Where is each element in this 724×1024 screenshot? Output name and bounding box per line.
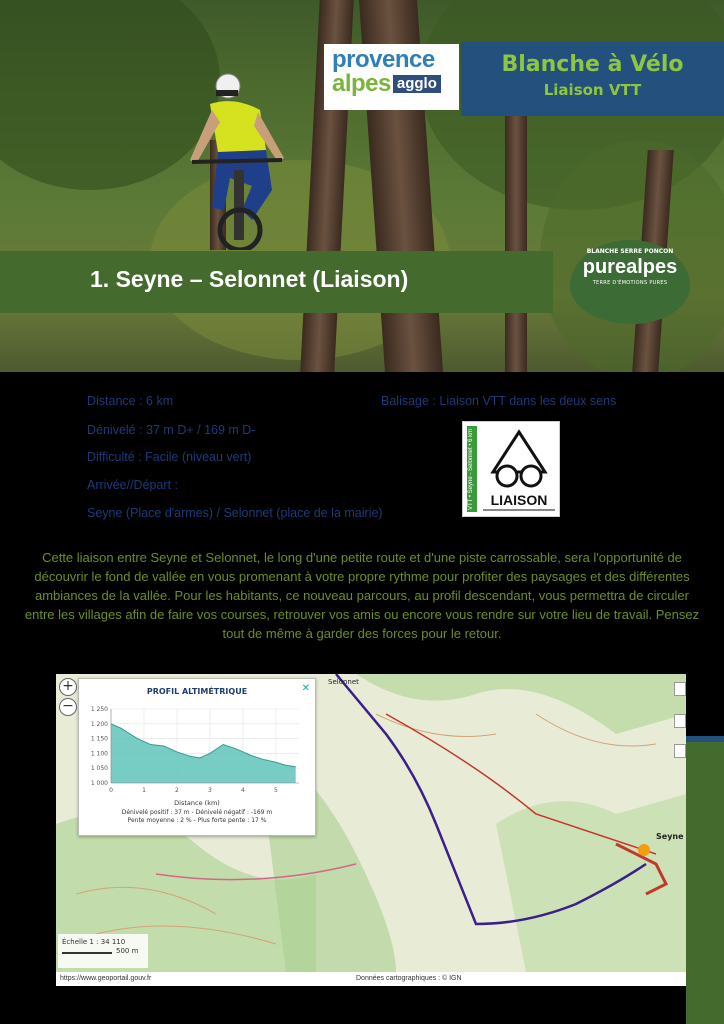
mountain-biker-illustration bbox=[180, 70, 300, 250]
right-decoration-blue bbox=[686, 736, 724, 742]
right-decoration-green bbox=[686, 736, 724, 1024]
map-url[interactable]: https://www.geoportail.gouv.fr bbox=[60, 975, 152, 982]
sign-word: LIAISON bbox=[490, 492, 548, 508]
route-title: 1. Seyne – Selonnet (Liaison) bbox=[90, 266, 409, 292]
close-icon[interactable]: ✕ bbox=[301, 683, 310, 694]
arrivee-depart-label: Arrivée//Départ : bbox=[87, 478, 179, 492]
map-tool-button[interactable] bbox=[674, 682, 686, 696]
scale-bar bbox=[62, 952, 112, 954]
brand-subtitle: Liaison VTT bbox=[543, 81, 642, 99]
y-tick-label: 1 150 bbox=[90, 735, 108, 743]
liaison-sign bbox=[462, 421, 560, 517]
y-tick-label: 1 100 bbox=[90, 750, 108, 758]
tree-trunk bbox=[505, 100, 527, 372]
map-credits[interactable]: Données cartographiques : © IGN bbox=[356, 975, 462, 982]
map-scale bbox=[58, 934, 148, 968]
route-description: Cette liaison entre Seyne et Selonnet, le long d'une petite route et d'une piste carrossable, sera l'opportunité de découvrir le fond de vallée en vous promenant à votre propre rythme pour profiter des paysages et des différentes ambiances de la vallée. Pour les habitants, ce nouveau parcours, au profil descendant, vous permettra de circuler entre les villages afin de faire vos courses, retrouver vos amis ou encore vous rendre sur votre lieu de travail. Pensez tout de même à garder des forces pour le retour. bbox=[24, 550, 700, 641]
town-label-seyne: Seyne bbox=[656, 832, 684, 841]
denivele-text: Dénivelé : 37 m D+ / 169 m D- bbox=[87, 423, 256, 437]
x-tick-label: 5 bbox=[273, 787, 278, 794]
profile-title: PROFIL ALTIMÉTRIQUE bbox=[146, 687, 248, 696]
balisage-text: Balisage : Liaison VTT dans les deux sens bbox=[381, 394, 617, 408]
x-axis-label: Distance (km) bbox=[174, 799, 220, 807]
purealpes-logo bbox=[570, 240, 690, 324]
logo-text-agglo: agglo bbox=[393, 75, 441, 93]
logo-text-provence: provence bbox=[332, 46, 435, 73]
y-tick-label: 1 250 bbox=[90, 706, 108, 713]
sign-underline bbox=[483, 509, 555, 511]
scale-text: Échelle 1 : 34 110 bbox=[62, 938, 126, 946]
zoom-out-button[interactable]: − bbox=[59, 698, 77, 716]
route-title-band bbox=[0, 251, 553, 313]
purealpes-tagline: TERRE D'ÉMOTIONS PURES bbox=[592, 280, 668, 286]
y-tick-label: 1 200 bbox=[90, 720, 108, 728]
sign-vertical-text: VTT • Seyne - Selonnet • 6 km bbox=[468, 428, 474, 510]
elevation-profile-panel bbox=[78, 678, 316, 836]
map-tool-button[interactable] bbox=[674, 714, 686, 728]
x-tick-label: 2 bbox=[175, 787, 179, 794]
brand-title: Blanche à Vélo bbox=[501, 52, 684, 77]
lieux-text: Seyne (Place d'armes) / Selonnet (place de la mairie) bbox=[87, 506, 383, 520]
x-tick-label: 4 bbox=[241, 787, 245, 794]
purealpes-top-text: BLANCHE SERRE PONCON bbox=[586, 248, 674, 255]
x-tick-label: 0 bbox=[109, 787, 113, 794]
map-footer bbox=[56, 972, 686, 986]
zoom-in-button[interactable]: + bbox=[59, 678, 77, 696]
logo-text-alpes: alpes bbox=[332, 70, 391, 97]
triangle-bike-icon bbox=[489, 428, 549, 490]
x-tick-label: 1 bbox=[142, 787, 146, 794]
profile-stats-1: Dénivelé positif : 37 m - Dénivelé négatif : -169 m bbox=[121, 809, 273, 816]
brand-header-box bbox=[461, 42, 724, 116]
x-tick-label: 3 bbox=[208, 787, 212, 794]
profile-stats-2: Pente moyenne : 2 % - Plus forte pente : 17 % bbox=[127, 817, 267, 824]
route-map[interactable] bbox=[56, 674, 686, 986]
purealpes-name: purealpes bbox=[582, 256, 678, 278]
y-tick-label: 1 000 bbox=[90, 780, 108, 787]
town-label-selonnet: Selonnet bbox=[328, 678, 359, 686]
difficulte-text: Difficulté : Facile (niveau vert) bbox=[87, 450, 252, 464]
map-tool-button[interactable] bbox=[674, 744, 686, 758]
scale-bar-label: 500 m bbox=[116, 947, 139, 955]
provence-alpes-agglo-logo bbox=[324, 44, 459, 110]
distance-text: Distance : 6 km bbox=[87, 394, 174, 408]
y-tick-label: 1 050 bbox=[90, 765, 108, 773]
